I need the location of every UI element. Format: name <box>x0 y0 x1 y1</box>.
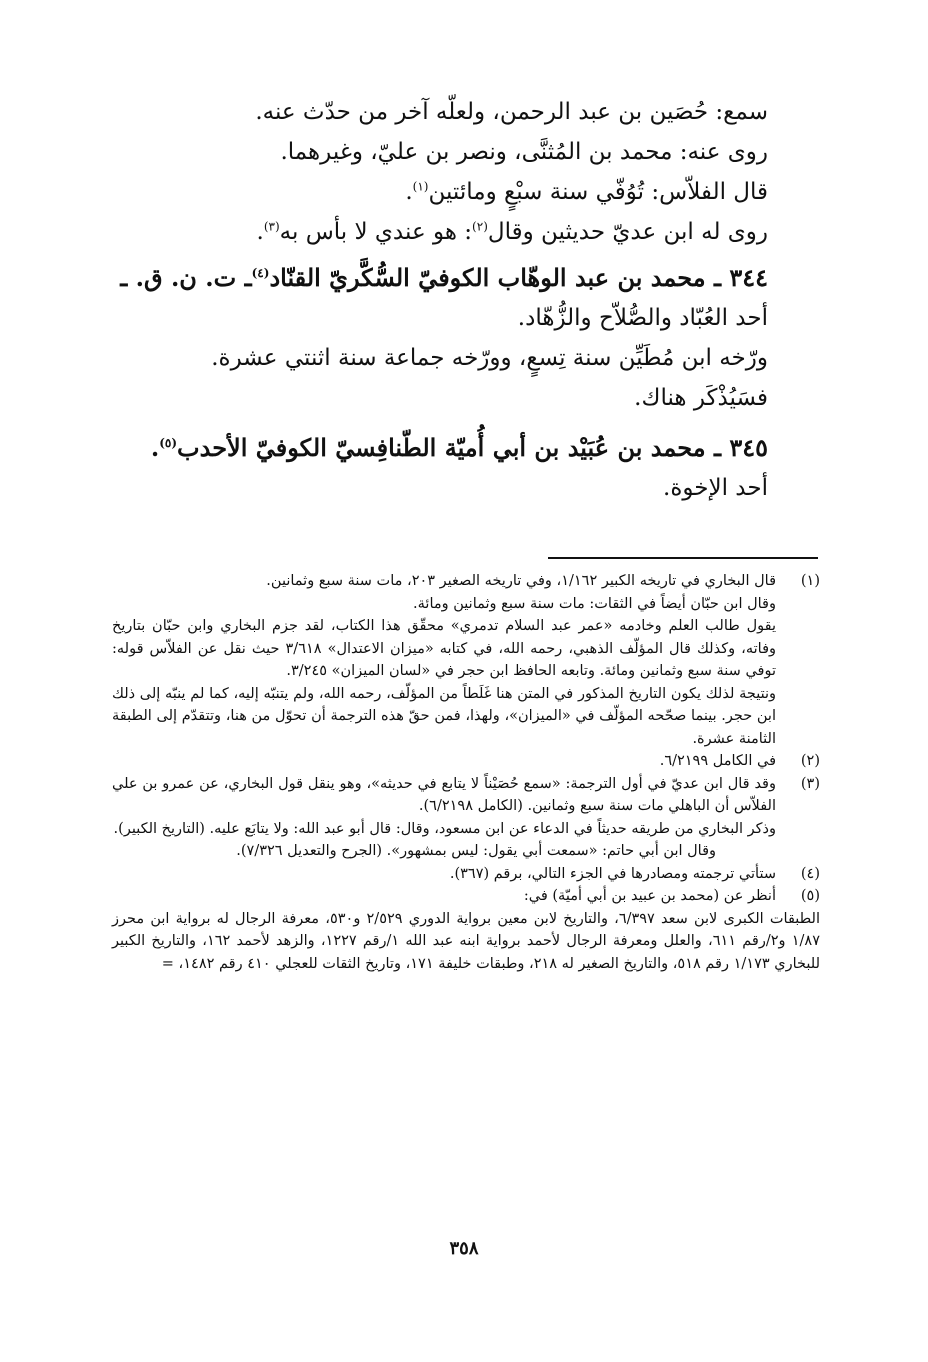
footnote-marker[interactable]: (٤) <box>251 266 270 280</box>
footnote-3 <box>112 773 820 863</box>
footnote-paragraph: قال البخاري في تاريخه الكبير ١/١٦٢، وفي تاريخه الصغير ٢٠٣، مات سنة سبع وثمانين. <box>266 573 776 589</box>
entry-title: ٣٤٥ ـ محمد بن عُبَيْد بن أبي أُميّة الطّنافِسيّ الكوفيّ الأحدب <box>177 433 768 462</box>
entry-title: ٣٤٤ ـ محمد بن عبد الوهّاب الكوفيّ السُّكَّريّ القنّاد <box>269 263 768 292</box>
main-text <box>120 92 768 508</box>
text-line <box>148 212 768 252</box>
footnote-separator <box>548 557 818 559</box>
footnote-paragraph: الطبقات الكبرى لابن سعد ٦/٣٩٧، والتاريخ لابن معين برواية الدوري ٢/٥٢٩ و٥٣٠، معرفة الرجال له برواية ابن محرز ١/٨٧ و٢/رقم ٦١١، والعلل ومعرفة الرجال لأحمد برواية ابنه عبد الله ١/رقم ١٢٢٧، والزهد لأحمد ١٦٢، والتاريخ الكبير للبخاري ١/١٧٣ رقم ٥١٨، والتاريخ الصغير له ٢١٨، وطبقات خليفة ١٧١، وتاريخ الثقات للعجلي ٤١٠ رقم ١٤٨٢، = <box>112 910 821 972</box>
footnote-paragraph: ستأتي ترجمته ومصادرها في الجزء التالي، برقم (٣٦٧). <box>449 865 776 882</box>
footnote-2 <box>112 750 820 773</box>
entry-sigla: ـ ت. ن. ق. ـ <box>120 263 252 292</box>
footnote-marker[interactable]: (٥) <box>159 436 178 450</box>
footnote-paragraph: وقال ابن حبّان أيضاً في الثقات: مات سنة سبع وثمانين ومائة. <box>413 595 776 612</box>
footnote-1 <box>112 570 820 750</box>
text-line <box>148 378 768 418</box>
period: . <box>256 219 264 245</box>
text-line-content: روى عنه: محمد بن المُثنَّى، ونصر بن عليّ، وغيرهما. <box>280 139 768 165</box>
text-line <box>148 172 768 212</box>
footnote-paragraph: وذكر البخاري من طريقه حديثاً في الدعاء عن ابن مسعود، وقال: قال أبو عبد الله: ولا يتابَع عليه. (التاريخ الكبير). <box>113 820 776 837</box>
page-number: ٣٥٨ <box>449 1238 479 1259</box>
text-line-content: : هو عندي لا بأس به <box>279 219 473 245</box>
footnotes <box>112 570 820 975</box>
footnote-5 <box>112 885 820 975</box>
footnote-number: (٣) <box>800 775 820 792</box>
text-line-content: قال الفلاّس: تُوُفّي سنة سبْعٍ ومائتين <box>428 179 768 205</box>
text-line <box>148 468 768 508</box>
text-line <box>148 132 768 172</box>
footnote-paragraph: في الكامل ٦/٢١٩٩. <box>659 753 776 769</box>
text-line <box>148 298 768 338</box>
footnote-number: (٢) <box>800 753 820 769</box>
footnote-paragraph: وقد قال ابن عديّ في أول الترجمة: «سمع حُصَيْناً لا يتابع في حديثه»، وهو ينقل قول البخاري، عن عمرو بن علي الفلاّس أن الباهلي مات سنة سبع وثمانين. (الكامل ٦/٢١٩٨). <box>112 775 776 814</box>
footnote-number: (٤) <box>800 865 820 882</box>
footnote-marker[interactable]: (١) <box>412 179 429 194</box>
text-line-content: أحد العُبّاد والصُّلاّح والزُّهّاد. <box>517 305 768 331</box>
footnote-paragraph: أنظر عن (محمد بن عبيد بن أبي أميّة) في: <box>523 888 776 904</box>
footnote-paragraph: وقال ابن أبي حاتم: «سمعت أبي يقول: ليس بمشهور». (الجرح والتعديل ٧/٣٢٦). <box>236 843 716 859</box>
text-line <box>148 92 768 132</box>
text-line-content: ورّخه ابن مُطَيِّن سنة تِسعٍ، وورّخه جماعة سنة اثنتي عشرة. <box>211 345 768 371</box>
period: . <box>150 433 160 462</box>
text-line <box>148 338 768 378</box>
period: . <box>405 179 413 205</box>
footnote-4 <box>112 863 820 886</box>
text-line-content: روى له ابن عديّ حديثين وقال <box>487 219 768 245</box>
text-line-content: أحد الإخوة. <box>663 475 768 501</box>
footnote-number: (٥) <box>800 888 820 904</box>
footnote-paragraph: يقول طالب العلم وخادمه «عمر عبد السلام تدمري» محقّق هذا الكتاب، لقد جزم البخاري وابن حبّان بتاريخ وفاته، وكذلك قال المؤلّف الذهبي، رحمه الله، في كتابه «ميزان الاعتدال» ٣/٦١٨ حيث نقل عن الفلاّس قوله: توفي سنة سبع وثمانين ومائة. وتابعه الحافظ ابن حجر في «لسان الميزان» ٣/٢٤٥. <box>112 618 777 679</box>
entry-heading-344 <box>120 258 768 298</box>
text-line-content: سمع: حُصَين بن عبد الرحمن، ولعلّه آخر من حدّث عنه. <box>255 99 768 125</box>
footnote-marker[interactable]: (٢) <box>472 219 488 234</box>
footnote-paragraph: ونتيجة لذلك يكون التاريخ المذكور في المتن هنا غَلَطاً من المؤلّف، رحمه الله، ولم يتنبّه إليه، كما لم ينبّه إلى ذلك ابن حجر. بينما صحّحه المؤلّف في «الميزان»، ولهذا، فمن حقّ هذه الترجمة أن تحوّل من هنا، وتتقدّم إلى الطبقة الثامنة عشرة. <box>112 685 776 747</box>
text-line-content: فسَيُذْكَر هناك. <box>634 385 768 411</box>
entry-heading-345 <box>148 428 768 468</box>
footnote-number: (١) <box>800 573 820 589</box>
footnote-marker[interactable]: (٣) <box>263 219 280 234</box>
